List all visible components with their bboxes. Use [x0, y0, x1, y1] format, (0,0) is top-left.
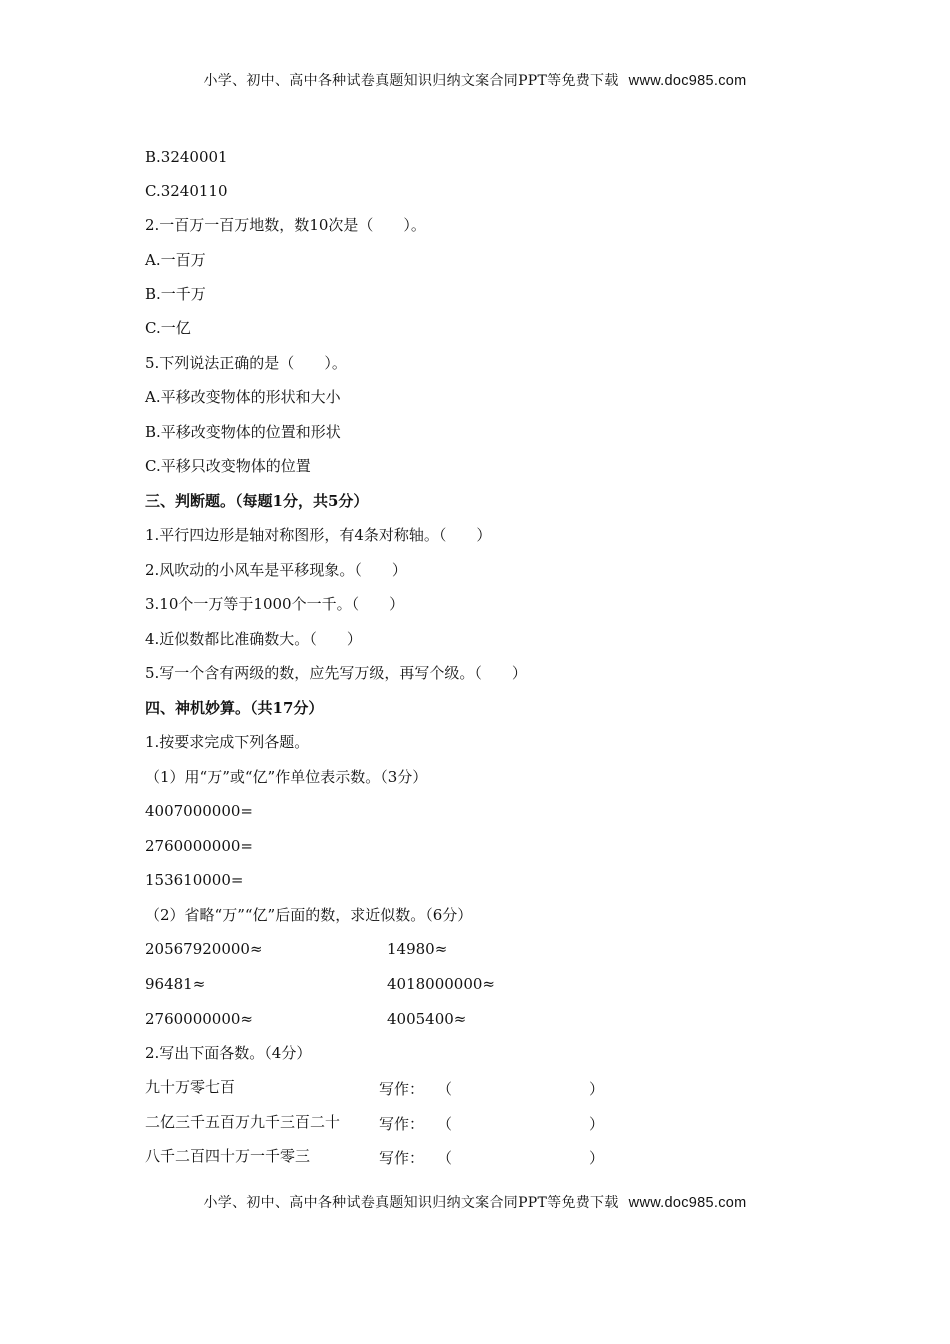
- judge-item-5: 5.写一个含有两级的数，应先写万级，再写个级。（ ）: [145, 664, 527, 682]
- answer-close-paren: ）: [589, 1149, 605, 1167]
- option-b-position-shape: B.平移改变物体的位置和形状: [145, 423, 341, 441]
- question-2-count-millions: 2.一百万一百万地数，数10次是（ ）。: [145, 216, 426, 234]
- question-5-translation: 5.下列说法正确的是（ ）。: [145, 354, 347, 372]
- answer-close-paren: ）: [589, 1080, 605, 1098]
- approx-left: 20567920000≈: [145, 940, 263, 958]
- answer-open-paren: （: [437, 1149, 453, 1167]
- section-4-heading: 四、神机妙算。（共17分）: [145, 699, 324, 717]
- write-words: 九十万零七百: [145, 1078, 236, 1096]
- approx-row: [145, 1010, 253, 1028]
- option-c-position-only: C.平移只改变物体的位置: [145, 457, 311, 475]
- option-c-3240110: C.3240110: [145, 182, 228, 200]
- approx-right: 14980≈: [387, 940, 448, 958]
- answer-open-paren: （: [437, 1080, 453, 1098]
- write-words: 二亿三千五百万九千三百二十: [145, 1113, 341, 1131]
- unit-item-1: 4007000000=: [145, 802, 254, 820]
- judge-item-4: 4.近似数都比准确数大。（ ）: [145, 630, 362, 648]
- write-label: 写作：: [379, 1080, 425, 1098]
- option-c-hundred-million: C.一亿: [145, 319, 191, 337]
- page-footer: [0, 1192, 950, 1212]
- option-b-ten-million: B.一千万: [145, 285, 206, 303]
- footer-url[interactable]: www.doc985.com: [628, 1195, 747, 1211]
- write-label: 写作：: [379, 1149, 425, 1167]
- unit-item-3: 153610000=: [145, 871, 244, 889]
- option-a-shape-size: A.平移改变物体的形状和大小: [145, 388, 341, 406]
- judge-item-1: 1.平行四边形是轴对称图形，有4条对称轴。（ ）: [145, 526, 492, 544]
- approx-left: 2760000000≈: [145, 1010, 254, 1028]
- answer-open-paren: （: [437, 1115, 453, 1133]
- calc-question-1: 1.按要求完成下列各题。: [145, 733, 310, 751]
- answer-close-paren: ）: [589, 1115, 605, 1133]
- approx-row: [145, 940, 263, 958]
- page-header: [0, 70, 950, 90]
- section-3-heading: 三、判断题。（每题1分，共5分）: [145, 492, 369, 510]
- header-url[interactable]: www.doc985.com: [628, 73, 747, 89]
- option-b-3240001: B.3240001: [145, 148, 228, 166]
- header-text: 小学、初中、高中各种试卷真题知识归纳文案合同PPT等免费下载: [203, 73, 619, 89]
- approx-row: [145, 975, 205, 993]
- approx-left: 96481≈: [145, 975, 206, 993]
- write-words: 八千二百四十万一千零三: [145, 1147, 311, 1165]
- calc-sub-2-instruction: （2）省略“万”“亿”后面的数，求近似数。（6分）: [145, 906, 473, 924]
- unit-item-2: 2760000000=: [145, 837, 254, 855]
- write-label: 写作：: [379, 1115, 425, 1133]
- approx-right: 4018000000≈: [387, 975, 496, 993]
- calc-question-2: 2.写出下面各数。（4分）: [145, 1044, 312, 1062]
- footer-text: 小学、初中、高中各种试卷真题知识归纳文案合同PPT等免费下载: [203, 1195, 619, 1211]
- approx-right: 4005400≈: [387, 1010, 467, 1028]
- calc-sub-1-instruction: （1）用“万”或“亿”作单位表示数。（3分）: [145, 768, 428, 786]
- judge-item-3: 3.10个一万等于1000个一千。（ ）: [145, 595, 405, 613]
- judge-item-2: 2.风吹动的小风车是平移现象。（ ）: [145, 561, 407, 579]
- option-a-one-million: A.一百万: [145, 251, 206, 269]
